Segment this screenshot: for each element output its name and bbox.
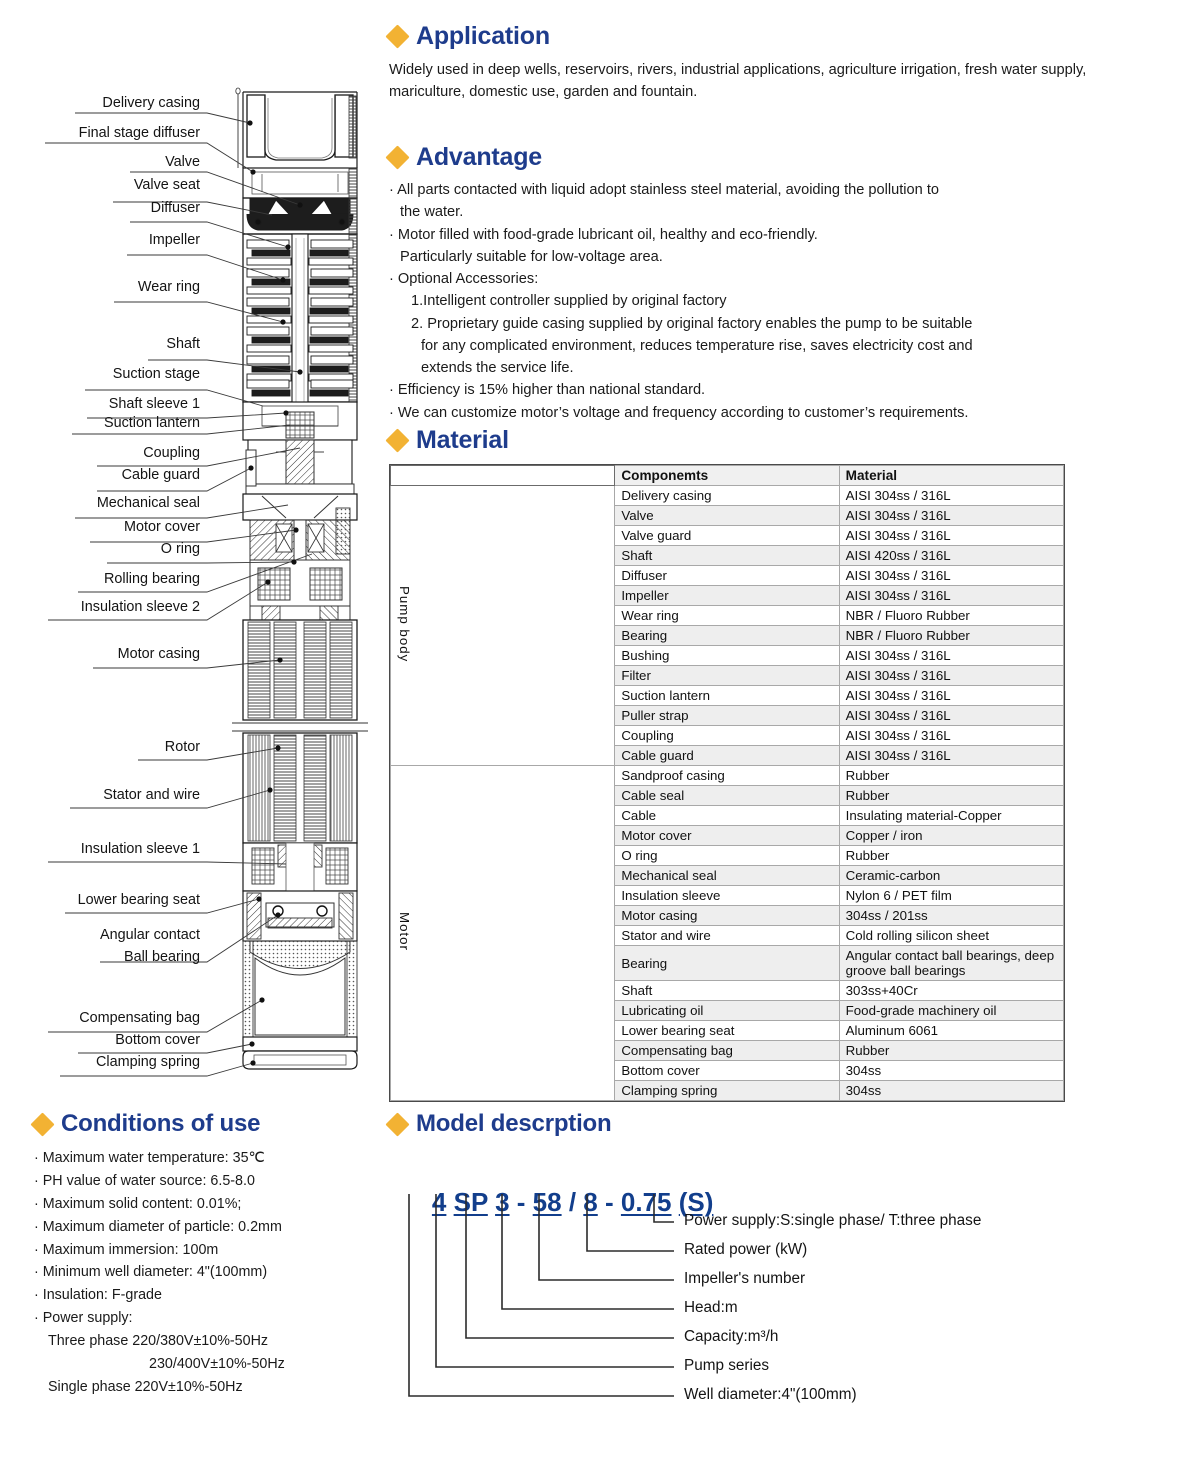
- material-component-cell: Valve: [615, 506, 839, 526]
- material-column-header: Material: [839, 466, 1063, 486]
- diagram-label-diffuser: Diffuser: [150, 200, 200, 216]
- material-component-cell: Cable seal: [615, 786, 839, 806]
- material-material-cell: Nylon 6 / PET film: [839, 886, 1063, 906]
- material-material-cell: Insulating material-Copper: [839, 806, 1063, 826]
- diagram-label-mechanical-seal: Mechanical seal: [96, 495, 200, 511]
- diagram-label-final-stage-diffuser: Final stage diffuser: [78, 125, 200, 141]
- model-legend-pump-series: Pump series: [684, 1357, 770, 1374]
- diagram-label-impeller: Impeller: [148, 232, 200, 248]
- model-code-part-head: 58: [532, 1187, 562, 1217]
- advantage-item: · All parts contacted with liquid adopt stainless steel material, avoiding the pollution to: [389, 182, 940, 198]
- advantage-item: extends the service life.: [421, 360, 574, 376]
- model-code-part-capacity: 3: [495, 1187, 510, 1217]
- diagram-label-compensating-bag: Compensating bag: [79, 1010, 200, 1026]
- material-component-cell: Wear ring: [615, 606, 839, 626]
- advantage-heading: [389, 145, 1149, 170]
- material-material-cell: 304ss / 201ss: [839, 906, 1063, 926]
- material-material-cell: Rubber: [839, 766, 1063, 786]
- material-heading: [389, 428, 1149, 453]
- diagram-label-bottom-cover: Bottom cover: [115, 1032, 200, 1048]
- material-component-cell: Mechanical seal: [615, 866, 839, 886]
- model-legend-impeller-number: Impeller's number: [684, 1270, 806, 1287]
- material-component-cell: Sandproof casing: [615, 766, 839, 786]
- diagram-label-motor-cover: Motor cover: [124, 519, 200, 535]
- material-component-cell: Diffuser: [615, 566, 839, 586]
- condition-item: Single phase 220V±10%-50Hz: [48, 1378, 243, 1395]
- advantage-item: the water.: [400, 204, 464, 221]
- advantage-item: 2. Proprietary guide casing supplied by original factory enables the pump to be suitable: [411, 315, 973, 332]
- material-material-cell: AISI 304ss / 316L: [839, 646, 1063, 666]
- material-component-cell: Cable guard: [615, 746, 839, 766]
- advantage-item: Particularly suitable for low-voltage area.: [400, 248, 663, 265]
- material-component-cell: Bearing: [615, 946, 839, 981]
- material-component-cell: Clamping spring: [615, 1081, 839, 1101]
- model-legend-capacity: Capacity:m³/h: [684, 1328, 779, 1345]
- table-row: [391, 486, 1064, 506]
- diagram-label-rolling-bearing: Rolling bearing: [104, 571, 200, 587]
- condition-item: · PH value of water source: 6.5-8.0: [34, 1172, 255, 1189]
- advantage-item: · Motor filled with food-grade lubricant oil, healthy and eco-friendly.: [389, 226, 818, 243]
- model-legend-rated-power: Rated power (kW): [684, 1241, 808, 1258]
- diagram-label-clamping-spring: Clamping spring: [96, 1054, 200, 1070]
- model-code-part-pump-series: SP: [453, 1187, 488, 1217]
- material-material-cell: AISI 304ss / 316L: [839, 706, 1063, 726]
- material-material-cell: Cold rolling silicon sheet: [839, 926, 1063, 946]
- advantage-section: [389, 145, 1149, 424]
- material-material-cell: 304ss: [839, 1061, 1063, 1081]
- material-material-cell: Angular contact ball bearings, deep groove ball bearings: [839, 946, 1063, 981]
- diagram-label-lower-bearing-seat: Lower bearing seat: [77, 892, 200, 908]
- diamond-bullet-icon: [385, 24, 409, 48]
- advantage-item: · Optional Accessories:: [389, 271, 539, 287]
- advantage-list: [389, 179, 1141, 424]
- material-component-cell: Bottom cover: [615, 1061, 839, 1081]
- conditions-list: [34, 1147, 384, 1399]
- material-material-cell: Rubber: [839, 786, 1063, 806]
- diagram-label-cable-guard: Cable guard: [121, 467, 200, 483]
- material-component-cell: Stator and wire: [615, 926, 839, 946]
- model-code-part-rated-power: 0.75: [620, 1187, 672, 1217]
- model-code-dash-2: -: [605, 1187, 614, 1217]
- condition-item: · Insulation: F-grade: [34, 1287, 162, 1304]
- advantage-item: for any complicated environment, reduces temperature rise, saves electricity cost and: [421, 337, 973, 354]
- material-component-cell: Lower bearing seat: [615, 1021, 839, 1041]
- material-group-label: Motor: [391, 766, 615, 1101]
- condition-item: · Power supply:: [34, 1310, 133, 1327]
- material-component-cell: Motor cover: [615, 826, 839, 846]
- model-description-section: [389, 1112, 1159, 1452]
- material-table: [390, 465, 1064, 1101]
- material-material-cell: 303ss+40Cr: [839, 981, 1063, 1001]
- material-material-cell: AISI 304ss / 316L: [839, 566, 1063, 586]
- model-code-slash: /: [568, 1187, 577, 1217]
- material-material-cell: Copper / iron: [839, 826, 1063, 846]
- diagram-label-wear-ring: Wear ring: [137, 279, 200, 295]
- application-heading: [389, 24, 1149, 49]
- material-component-cell: Filter: [615, 666, 839, 686]
- material-material-cell: AISI 304ss / 316L: [839, 586, 1063, 606]
- model-legend-power-supply: Power supply:S:single phase/ T:three phase: [684, 1212, 982, 1229]
- diagram-label-delivery-casing: Delivery casing: [102, 95, 200, 111]
- material-heading-text: Material: [416, 426, 509, 454]
- conditions-heading-text: Conditions of use: [61, 1110, 261, 1137]
- diagram-label-suction-stage: Suction stage: [112, 366, 200, 382]
- condition-item: · Maximum diameter of particle: 0.2mm: [34, 1218, 282, 1235]
- model-legend-head: Head:m: [684, 1299, 738, 1316]
- advantage-heading-text: Advantage: [416, 143, 543, 171]
- material-section: [389, 428, 1149, 1107]
- application-section: [389, 24, 1149, 118]
- material-material-cell: Rubber: [839, 846, 1063, 866]
- material-component-cell: Cable: [615, 806, 839, 826]
- material-material-cell: NBR / Fluoro Rubber: [839, 626, 1063, 646]
- diagram-label-stator-and-wire: Stator and wire: [103, 787, 200, 803]
- material-material-cell: AISI 304ss / 316L: [839, 686, 1063, 706]
- material-material-cell: AISI 304ss / 316L: [839, 486, 1063, 506]
- material-component-cell: Motor casing: [615, 906, 839, 926]
- diagram-label-insulation-sleeve-1: Insulation sleeve 1: [80, 841, 200, 857]
- diagram-label-suction-lantern: Suction lantern: [104, 415, 200, 431]
- material-component-cell: Insulation sleeve: [615, 886, 839, 906]
- material-component-cell: Valve guard: [615, 526, 839, 546]
- advantage-item: · Efficiency is 15% higher than national standard.: [389, 382, 706, 399]
- material-component-cell: Shaft: [615, 546, 839, 566]
- diamond-bullet-icon: [30, 1112, 54, 1136]
- material-material-cell: Food-grade machinery oil: [839, 1001, 1063, 1021]
- advantage-item: · We can customize motor’s voltage and frequency according to customer’s requirements.: [389, 404, 969, 421]
- material-component-cell: Bearing: [615, 626, 839, 646]
- material-column-header: Componemts: [615, 466, 839, 486]
- diamond-bullet-icon: [385, 428, 409, 452]
- diagram-label-ball-bearing: Ball bearing: [123, 949, 200, 965]
- material-material-cell: AISI 420ss / 316L: [839, 546, 1063, 566]
- diagram-label-rotor: Rotor: [164, 739, 200, 755]
- material-material-cell: AISI 304ss / 316L: [839, 526, 1063, 546]
- conditions-heading: [34, 1112, 384, 1136]
- material-group-label: Pump body: [391, 486, 615, 766]
- material-material-cell: Ceramic-carbon: [839, 866, 1063, 886]
- diamond-bullet-icon: [385, 145, 409, 169]
- material-component-cell: Coupling: [615, 726, 839, 746]
- model-code-dash-1: -: [516, 1187, 526, 1217]
- material-component-cell: Shaft: [615, 981, 839, 1001]
- condition-item: Three phase 220/380V±10%-50Hz: [48, 1333, 269, 1349]
- diagram-label-valve: Valve: [165, 154, 200, 170]
- diagram-label-coupling: Coupling: [143, 445, 200, 461]
- application-text: Widely used in deep wells, reservoirs, rivers, industrial applications, agriculture irrigation, fresh water supply, mariculture, domestic use, garden and fountain.: [389, 62, 1087, 101]
- model-heading-text: Model descrption: [416, 1110, 612, 1137]
- condition-item: · Maximum solid content: 0.01%;: [34, 1195, 242, 1212]
- advantage-item: 1.Intelligent controller supplied by original factory: [411, 293, 727, 310]
- conditions-of-use-section: [34, 1112, 384, 1399]
- material-table-corner: [391, 466, 615, 486]
- diagram-label-o-ring: O ring: [160, 541, 200, 557]
- material-material-cell: AISI 304ss / 316L: [839, 746, 1063, 766]
- model-legend-well-diameter: Well diameter:4"(100mm): [684, 1386, 857, 1403]
- material-material-cell: AISI 304ss / 316L: [839, 506, 1063, 526]
- condition-item: 230/400V±10%-50Hz: [149, 1355, 285, 1372]
- material-material-cell: Aluminum 6061: [839, 1021, 1063, 1041]
- diagram-label-insulation-sleeve-2: Insulation sleeve 2: [80, 599, 200, 615]
- material-component-cell: Compensating bag: [615, 1041, 839, 1061]
- diagram-label-valve-seat: Valve seat: [133, 177, 200, 193]
- material-table-frame: [389, 464, 1065, 1102]
- material-component-cell: Bushing: [615, 646, 839, 666]
- material-material-cell: AISI 304ss / 316L: [839, 726, 1063, 746]
- material-component-cell: Impeller: [615, 586, 839, 606]
- table-row: [391, 766, 1064, 786]
- material-component-cell: Lubricating oil: [615, 1001, 839, 1021]
- material-component-cell: O ring: [615, 846, 839, 866]
- condition-item: · Minimum well diameter: 4"(100mm): [34, 1264, 268, 1281]
- material-component-cell: Suction lantern: [615, 686, 839, 706]
- condition-item: · Maximum immersion: 100m: [34, 1241, 219, 1258]
- material-material-cell: 304ss: [839, 1081, 1063, 1101]
- diagram-label-shaft: Shaft: [166, 336, 200, 352]
- material-material-cell: Rubber: [839, 1041, 1063, 1061]
- model-code-part-well-diameter: 4: [431, 1187, 447, 1217]
- material-component-cell: Delivery casing: [615, 486, 839, 506]
- diagram-label-motor-casing: Motor casing: [117, 646, 200, 662]
- application-heading-text: Application: [416, 22, 550, 50]
- diagram-label-shaft-sleeve-1: Shaft sleeve 1: [108, 396, 200, 412]
- material-material-cell: NBR / Fluoro Rubber: [839, 606, 1063, 626]
- diagram-label-angular-contact: Angular contact: [100, 927, 200, 943]
- material-component-cell: Puller strap: [615, 706, 839, 726]
- pump-cross-section-diagram: [0, 0, 400, 1090]
- condition-item: · Maximum water temperature: 35℃: [34, 1150, 265, 1166]
- model-code-part-power-supply: (S): [678, 1187, 714, 1217]
- model-code-part-impeller-number: 8: [583, 1187, 598, 1217]
- material-material-cell: AISI 304ss / 316L: [839, 666, 1063, 686]
